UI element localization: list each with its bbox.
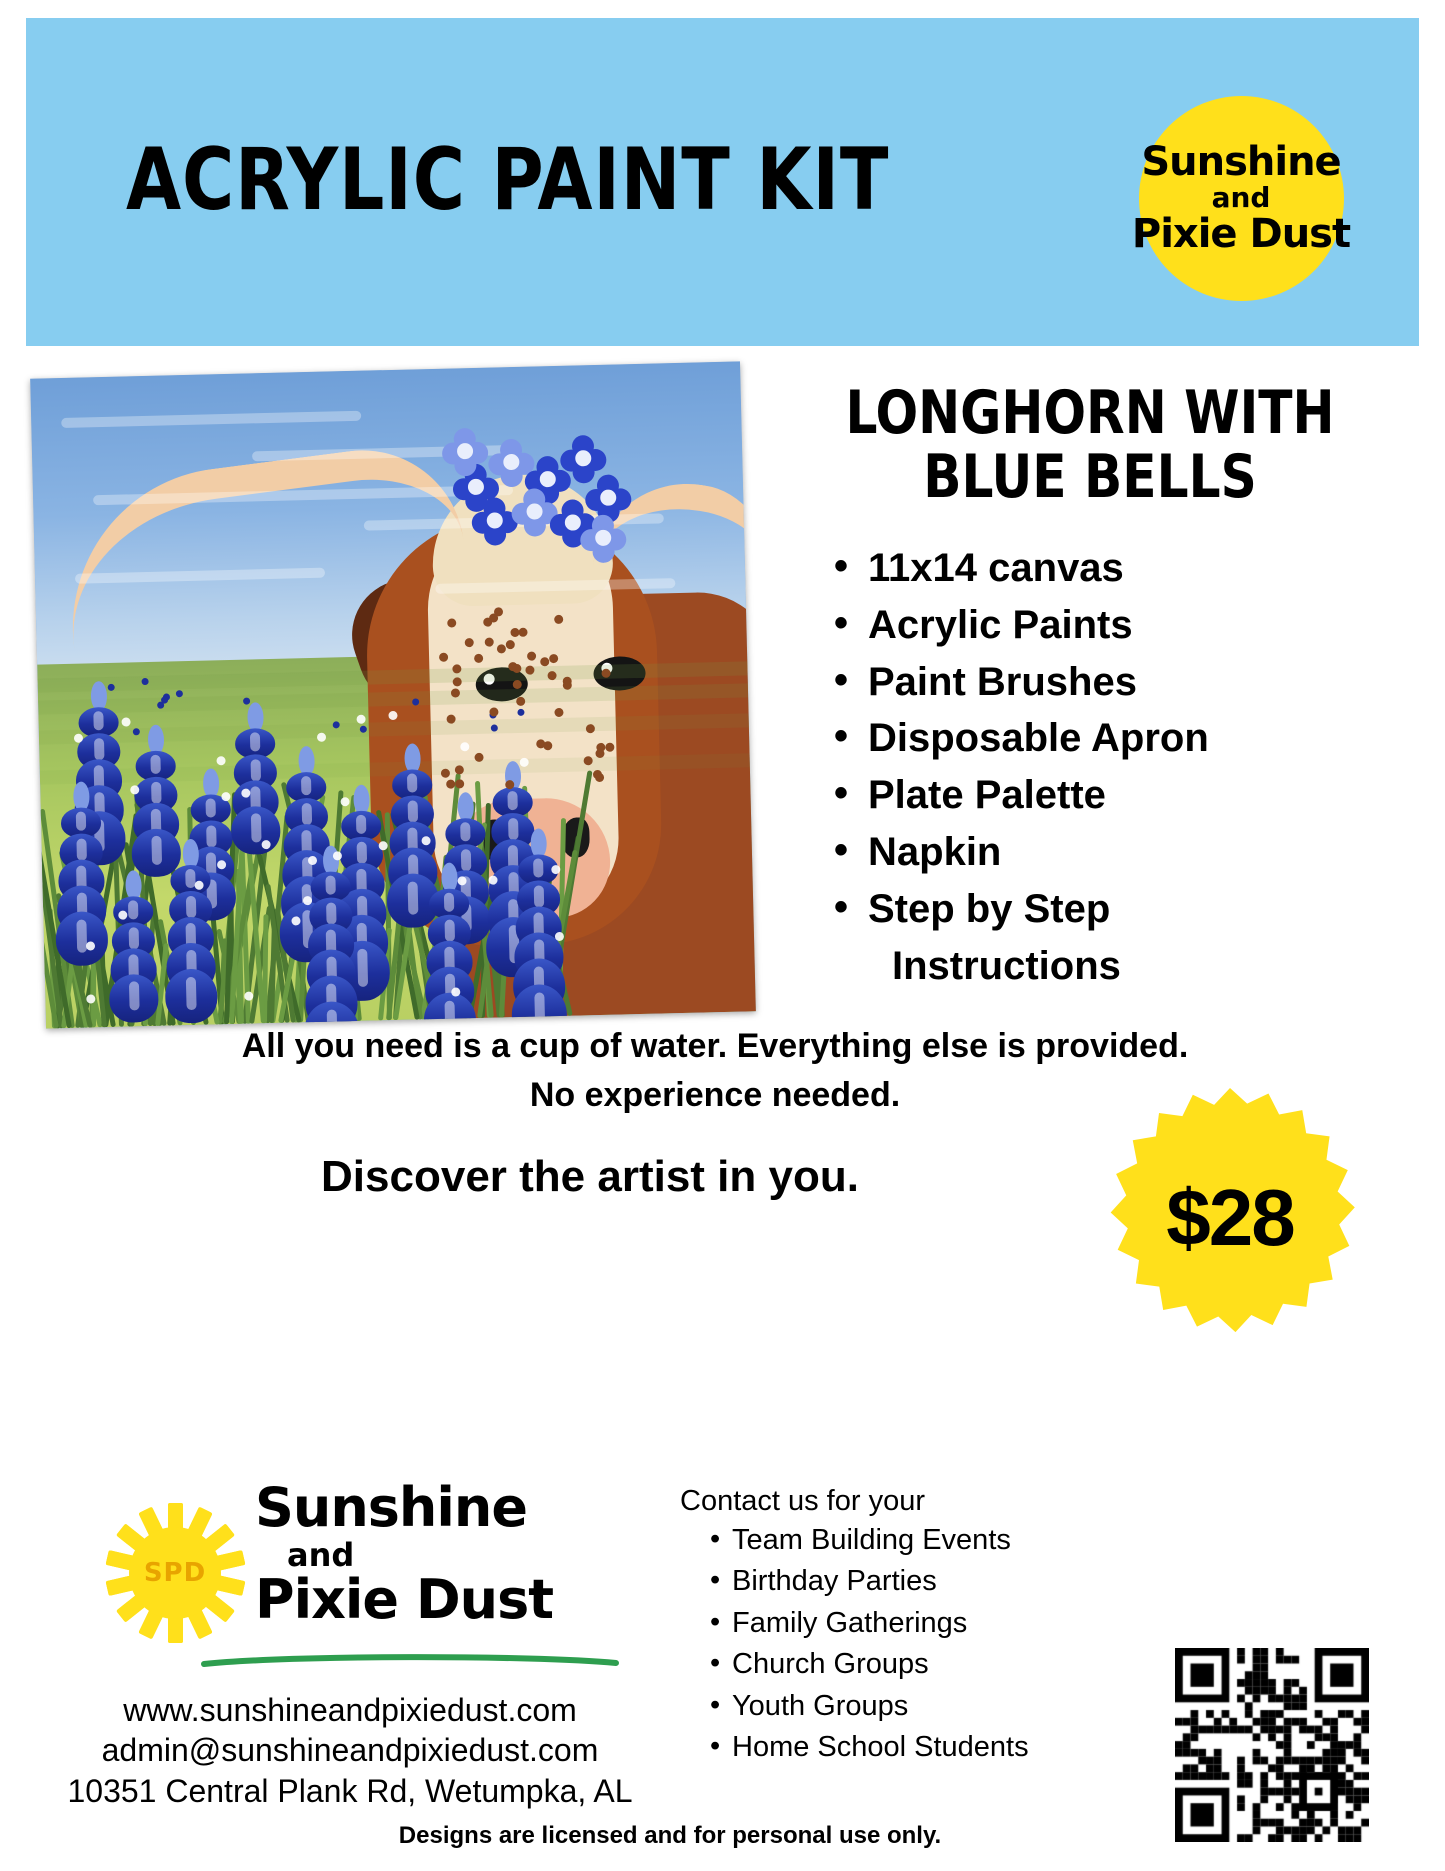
kit-include-item: • 11x14 canvas [830, 540, 1430, 597]
brand-word-2: and [287, 1536, 355, 1574]
page-title: ACRYLIC PAINT KIT [126, 130, 890, 230]
street-address: 10351 Central Plank Rd, Wetumpka, AL [67, 1772, 633, 1809]
kit-title-line-2: BLUE BELLS [923, 441, 1257, 512]
qr-code[interactable] [1175, 1648, 1369, 1842]
brand-word-1: Sunshine [255, 1476, 527, 1539]
header-banner [26, 18, 1419, 346]
contact-event-list [680, 1520, 1120, 1769]
bluebonnet-blossom [165, 968, 218, 1023]
contact-heading: Contact us for your [680, 1485, 925, 1517]
contact-event-item: • Youth Groups [732, 1686, 1120, 1727]
license-note: Designs are licensed and for personal use only. [398, 1822, 942, 1849]
contact-event-item: • Team Building Events [732, 1520, 1120, 1561]
requirements-line-1: All you need is a cup of water. Everything else is provided. [241, 1027, 1189, 1065]
requirements-line-2: No experience needed. [529, 1076, 901, 1115]
contact-event-item: • Family Gatherings [732, 1603, 1120, 1644]
bluebonnet-blossom [55, 911, 108, 966]
kit-include-item: • Disposable Apron [830, 710, 1430, 767]
brand-line-3: Pixie Dust [1131, 211, 1351, 257]
artwork-photo [30, 361, 756, 1028]
brand-logo-text [1091, 53, 1391, 343]
qr-code-canvas [1175, 1648, 1369, 1842]
kit-include-item: • Paint Brushes [830, 654, 1430, 711]
bluebonnet-blossom [109, 974, 159, 1023]
price-badge [1100, 1088, 1360, 1348]
brand-underline-swash [200, 1653, 620, 1669]
monogram-text: SPD [143, 1558, 207, 1588]
contact-event-item: • Church Groups [732, 1644, 1120, 1685]
business-contact-info [20, 1690, 680, 1811]
price-value: $28 [1166, 1173, 1294, 1262]
kit-title [792, 378, 1387, 512]
kit-title-line-1: LONGHORN WITH [845, 378, 1335, 448]
kit-include-item: • Plate Palette [830, 767, 1430, 824]
brand-line-1: Sunshine [1141, 139, 1341, 185]
sun-icon-footer [95, 1493, 255, 1653]
kit-include-item: • Step by Step [830, 881, 1430, 938]
kit-includes-list [830, 540, 1430, 994]
bluebonnet-blossom [231, 806, 281, 855]
sun-core-footer [129, 1527, 221, 1619]
artwork-canvas [30, 361, 756, 1028]
crown-flower [580, 514, 627, 561]
tagline: Discover the artist in you. [321, 1152, 859, 1201]
email-link[interactable]: admin@sunshineandpixiedust.com [101, 1732, 599, 1769]
brand-logo-footer [95, 1475, 655, 1665]
brand-line-2: and [1211, 181, 1271, 214]
kit-include-item-continuation: Instructions [892, 943, 1121, 988]
kit-include-item: • Acrylic Paints [830, 597, 1430, 654]
brand-wordmark [255, 1476, 655, 1631]
contact-event-item: • Birthday Parties [732, 1561, 1120, 1602]
crown-flower [442, 428, 489, 475]
brand-word-3: Pixie Dust [255, 1568, 554, 1631]
contact-event-item: • Home School Students [732, 1727, 1120, 1768]
contact-section [680, 1485, 1120, 1769]
website-link[interactable]: www.sunshineandpixiedust.com [123, 1692, 577, 1728]
kit-include-item: • Napkin [830, 824, 1430, 881]
brand-logo-header [1091, 53, 1391, 343]
